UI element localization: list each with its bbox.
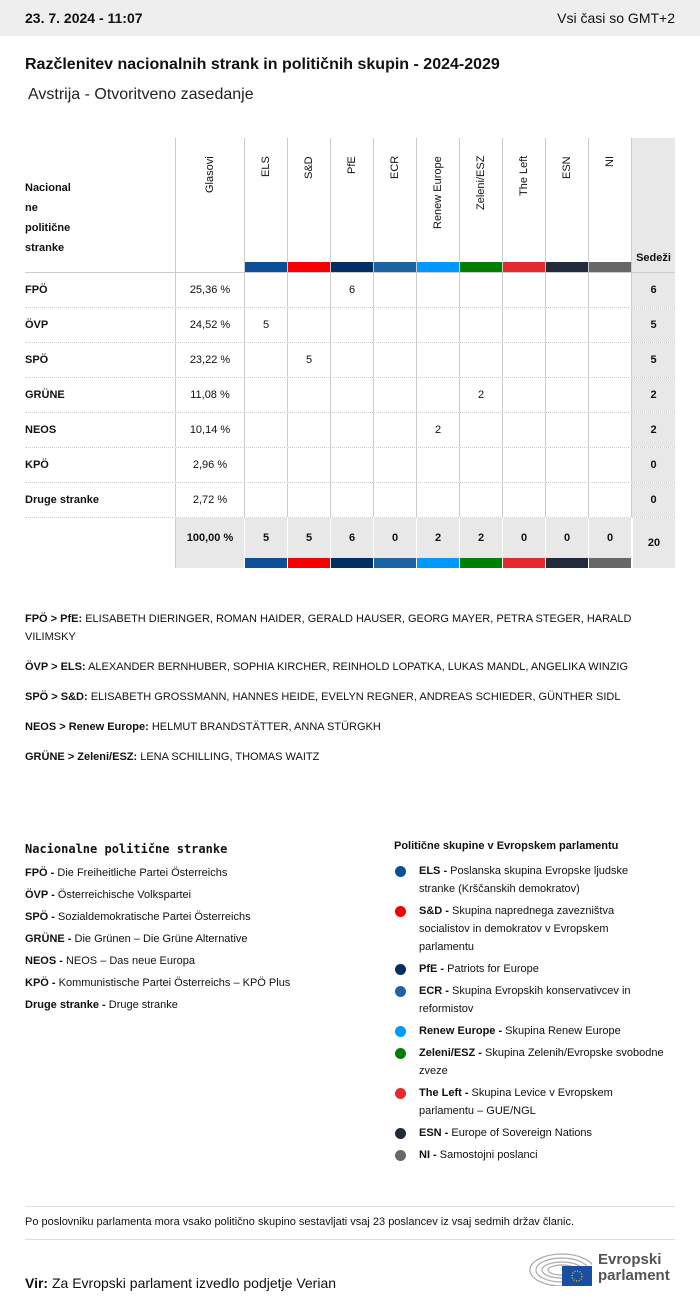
group-color-bar: [546, 558, 588, 568]
group-total: 2: [417, 518, 460, 568]
political-groups-legend: [394, 838, 664, 1168]
national-legend-item: [25, 884, 290, 906]
group-column-header: [331, 138, 374, 272]
group-color-bar: [417, 262, 459, 272]
seat-cell: [460, 308, 503, 342]
ep-logo: [528, 1250, 670, 1286]
legend-text: [419, 1124, 592, 1142]
legend-text: [419, 1084, 664, 1120]
seat-cell: [288, 308, 331, 342]
group-color-bar: [589, 262, 631, 272]
seat-cell: [331, 308, 374, 342]
logo-line1: Evropski: [598, 1251, 662, 1268]
vote-share: 10,14 %: [175, 413, 245, 447]
vote-share: 24,52 %: [175, 308, 245, 342]
group-color-bar: [288, 558, 330, 568]
party-column-header: [25, 138, 175, 272]
seat-cell: [417, 378, 460, 412]
member-group-label: ÖVP > ELS:: [25, 661, 86, 673]
group-column-header: [546, 138, 589, 272]
table-row: [25, 308, 675, 343]
seats-total: 5: [632, 343, 675, 377]
seat-cell: 5: [245, 308, 288, 342]
group-header-label: PfE: [346, 156, 358, 174]
group-header-label: ESN: [561, 156, 573, 179]
seat-cell: [546, 343, 589, 377]
seats-total: 2: [632, 378, 675, 412]
table-row: [25, 378, 675, 413]
table-header: [25, 138, 675, 273]
group-color-dot-icon: [395, 1026, 406, 1037]
timezone-note: Vsi časi so GMT+2: [557, 10, 675, 26]
member-group-label: FPÖ > PfE:: [25, 613, 83, 625]
seat-cell: [288, 273, 331, 307]
group-legend-item: [394, 1022, 664, 1040]
group-color-bar: [245, 558, 287, 568]
seats-total: 0: [632, 448, 675, 482]
seat-cell: [417, 448, 460, 482]
legend-abbr: KPÖ -: [25, 977, 56, 989]
seat-cell: [331, 483, 374, 517]
seat-cell: [245, 448, 288, 482]
group-header-label: S&D: [303, 156, 315, 179]
legend-abbr: Renew Europe -: [419, 1025, 503, 1037]
legend-name: Kommunistische Partei Österreichs – KPÖ Plus: [55, 977, 291, 989]
table-row: [25, 413, 675, 448]
vote-share: 23,22 %: [175, 343, 245, 377]
group-color-bar: [417, 558, 459, 568]
table-row: [25, 273, 675, 308]
vote-share: 25,36 %: [175, 273, 245, 307]
national-legend-item: [25, 950, 290, 972]
group-color-bar: [288, 262, 330, 272]
party-name: ÖVP: [25, 319, 49, 331]
national-legend-item: [25, 994, 290, 1016]
seat-cell: [503, 483, 546, 517]
seat-cell: 2: [417, 413, 460, 447]
seat-cell: [417, 483, 460, 517]
seat-cell: 6: [331, 273, 374, 307]
seat-cell: [460, 448, 503, 482]
group-legend-item: [394, 1044, 664, 1080]
member-names: HELMUT BRANDSTÄTTER, ANNA STÜRGKH: [148, 721, 381, 733]
legend-name: Skupina Zelenih/Evropske svobodne zveze: [419, 1047, 664, 1077]
seat-cell: 2: [460, 378, 503, 412]
member-group: [25, 718, 655, 736]
legend-name: Samostojni poslanci: [436, 1149, 538, 1161]
national-legend-item: [25, 928, 290, 950]
seat-cell: [245, 273, 288, 307]
legend-name: Österreichische Volkspartei: [54, 889, 192, 901]
seat-cell: [460, 413, 503, 447]
group-color-bar: [546, 262, 588, 272]
group-color-bar: [503, 558, 545, 568]
seat-cell: [589, 448, 632, 482]
source-text: Za Evropski parlament izvedlo podjetje Verian: [48, 1275, 337, 1291]
group-color-bar: [460, 558, 502, 568]
group-color-bar: [503, 262, 545, 272]
legend-abbr: ESN -: [419, 1127, 449, 1139]
group-color-bar: [374, 558, 416, 568]
seat-cell: [589, 343, 632, 377]
group-total: 0: [503, 518, 546, 568]
seat-cell: [245, 378, 288, 412]
legend-name: NEOS – Das neue Europa: [62, 955, 195, 967]
group-total: 6: [331, 518, 374, 568]
legend-name: Poslanska skupina Evropske ljudske stranke (Krščanskih demokratov): [419, 865, 629, 895]
seat-cell: [546, 273, 589, 307]
group-color-dot-icon: [395, 1128, 406, 1139]
seat-cell: 5: [288, 343, 331, 377]
seat-cell: [503, 378, 546, 412]
seat-cell: [288, 483, 331, 517]
seat-cell: [331, 448, 374, 482]
seat-cell: [417, 273, 460, 307]
seat-cell: [546, 413, 589, 447]
total-votes: 100,00 %: [175, 518, 245, 568]
legend-abbr: NI -: [419, 1149, 437, 1161]
legend-text: [419, 1022, 621, 1040]
member-group: [25, 688, 655, 706]
seat-cell: [503, 413, 546, 447]
legend-text: [419, 982, 664, 1018]
seat-cell: [503, 448, 546, 482]
legend-name: Sozialdemokratische Partei Österreichs: [54, 911, 251, 923]
group-header-label: Renew Europe: [432, 156, 444, 229]
member-list: [25, 610, 655, 778]
legend-text: [419, 960, 539, 978]
legend-name: Skupina naprednega zavezništva socialistov in demokratov v Evropskem parlamentu: [419, 905, 615, 953]
seat-cell: [374, 273, 417, 307]
member-group-label: SPÖ > S&D:: [25, 691, 88, 703]
group-color-bar: [460, 262, 502, 272]
member-names: ALEXANDER BERNHUBER, SOPHIA KIRCHER, REINHOLD LOPATKA, LUKAS MANDL, ANGELIKA WINZIG: [85, 661, 629, 673]
group-legend-item: [394, 862, 664, 898]
totals-row: [25, 518, 675, 568]
party-name: NEOS: [25, 424, 57, 436]
group-column-header: [503, 138, 546, 272]
seat-cell: [374, 308, 417, 342]
source: [25, 1275, 336, 1291]
page-title: Razčlenitev nacionalnih strank in političnih skupin - 2024-2029: [25, 56, 500, 73]
member-group-label: GRÜNE > Zeleni/ESZ:: [25, 751, 138, 763]
seat-cell: [374, 378, 417, 412]
member-group: [25, 748, 655, 766]
group-total: 0: [374, 518, 417, 568]
legend-text: [419, 862, 664, 898]
legend-abbr: ELS -: [419, 865, 448, 877]
party-name: FPÖ: [25, 284, 48, 296]
legend-name: Skupina Levice v Evropskem parlamentu – GUE/NGL: [419, 1087, 613, 1117]
seat-cell: [331, 413, 374, 447]
group-color-bar: [331, 262, 373, 272]
group-total: 5: [288, 518, 331, 568]
group-legend-item: [394, 982, 664, 1018]
group-color-dot-icon: [395, 866, 406, 877]
group-color-dot-icon: [395, 906, 406, 917]
group-color-bar: [374, 262, 416, 272]
seat-cell: [374, 483, 417, 517]
seats-total: 5: [632, 308, 675, 342]
seat-cell: [245, 413, 288, 447]
group-color-dot-icon: [395, 1150, 406, 1161]
legend-abbr: FPÖ -: [25, 867, 55, 879]
seat-cell: [417, 308, 460, 342]
legend-name: Skupina Evropskih konservativcev in reformistov: [419, 985, 631, 1015]
seats-total: 6: [632, 273, 675, 307]
seat-cell: [546, 308, 589, 342]
group-color-bar: [331, 558, 373, 568]
groups-legend-title: Politične skupine v Evropskem parlamentu: [394, 840, 619, 852]
seat-cell: [245, 483, 288, 517]
member-names: ELISABETH GROSSMANN, HANNES HEIDE, EVELYN REGNER, ANDREAS SCHIEDER, GÜNTHER SIDL: [87, 691, 621, 703]
total-seats: 20: [632, 518, 675, 568]
legend-name: Patriots for Europe: [444, 963, 539, 975]
seats-total: 0: [632, 483, 675, 517]
seat-cell: [589, 413, 632, 447]
legend-abbr: Zeleni/ESZ -: [419, 1047, 482, 1059]
group-color-dot-icon: [395, 1048, 406, 1059]
seat-cell: [503, 343, 546, 377]
top-bar: [0, 0, 700, 36]
legend-abbr: PfE -: [419, 963, 445, 975]
group-color-dot-icon: [395, 1088, 406, 1099]
table-row: [25, 448, 675, 483]
member-group: [25, 610, 655, 646]
legend-name: Skupina Renew Europe: [502, 1025, 621, 1037]
seat-cell: [288, 448, 331, 482]
rules-note: Po poslovniku parlamenta mora vsako politično skupino sestavljati vsaj 23 poslancev iz vsaj sedmih držav članic.: [25, 1206, 675, 1240]
legend-abbr: The Left -: [419, 1087, 469, 1099]
parliament-hemicycle-icon: [528, 1250, 592, 1286]
legend-text: [419, 902, 664, 956]
group-header-label: NI: [604, 156, 616, 167]
group-color-bar: [589, 558, 631, 568]
seat-cell: [374, 448, 417, 482]
group-legend-item: [394, 960, 664, 978]
vote-share: 2,72 %: [175, 483, 245, 517]
legend-text: [419, 1146, 538, 1164]
seat-cell: [546, 483, 589, 517]
group-total: 2: [460, 518, 503, 568]
legend-name: Die Freiheitliche Partei Österreichs: [54, 867, 228, 879]
legend-abbr: GRÜNE -: [25, 933, 72, 945]
seat-cell: [288, 413, 331, 447]
member-group-label: NEOS > Renew Europe:: [25, 721, 149, 733]
group-header-label: Zeleni/ESZ: [475, 156, 487, 211]
seat-cell: [288, 378, 331, 412]
seat-cell: [503, 273, 546, 307]
group-legend-item: [394, 1084, 664, 1120]
group-column-header: [417, 138, 460, 272]
group-column-header: [288, 138, 331, 272]
group-color-bar: [245, 262, 287, 272]
source-label: Vir:: [25, 1275, 49, 1291]
table-row: [25, 483, 675, 518]
page-subtitle: Avstrija - Otvoritveno zasedanje: [28, 86, 254, 103]
seat-cell: [460, 343, 503, 377]
group-color-dot-icon: [395, 986, 406, 997]
legend-name: Europe of Sovereign Nations: [448, 1127, 593, 1139]
vote-share: 11,08 %: [175, 378, 245, 412]
national-legend-item: [25, 972, 290, 994]
member-group: [25, 658, 655, 676]
timestamp: 23. 7. 2024 - 11:07: [25, 10, 143, 26]
party-name: SPÖ: [25, 354, 49, 366]
group-column-header: [245, 138, 288, 272]
seat-cell: [546, 448, 589, 482]
totals-spacer: [25, 518, 175, 568]
seats-total: 2: [632, 413, 675, 447]
seat-cell: [331, 343, 374, 377]
group-legend-item: [394, 902, 664, 956]
seat-cell: [589, 483, 632, 517]
legend-abbr: S&D -: [419, 905, 449, 917]
legend-name: Druge stranke: [105, 999, 178, 1011]
national-legend-title: Nacionalne politične stranke: [25, 842, 228, 856]
party-name: Druge stranke: [25, 494, 99, 506]
seat-cell: [331, 378, 374, 412]
seat-cell: [589, 308, 632, 342]
seat-cell: [417, 343, 460, 377]
group-color-dot-icon: [395, 964, 406, 975]
national-legend-item: [25, 862, 290, 884]
votes-column-header: [175, 138, 245, 272]
seat-cell: [503, 308, 546, 342]
group-column-header: [460, 138, 503, 272]
member-names: ELISABETH DIERINGER, ROMAN HAIDER, GERALD HAUSER, GEORG MAYER, PETRA STEGER, HARALD VILIMSKY: [25, 613, 632, 643]
seats-column-header: Sedeži: [632, 138, 675, 272]
legend-abbr: ECR -: [419, 985, 449, 997]
national-parties-legend: [25, 838, 290, 1016]
group-total: 0: [589, 518, 632, 568]
seat-cell: [374, 413, 417, 447]
group-header-label: The Left: [518, 156, 530, 197]
group-header-label: ELS: [260, 156, 272, 177]
legend-abbr: ÖVP -: [25, 889, 55, 901]
party-name: KPÖ: [25, 459, 49, 471]
legend-abbr: Druge stranke -: [25, 999, 106, 1011]
group-legend-item: [394, 1124, 664, 1142]
group-legend-item: [394, 1146, 664, 1164]
party-name: GRÜNE: [25, 389, 65, 401]
group-total: 0: [546, 518, 589, 568]
legend-text: [419, 1044, 664, 1080]
legend-abbr: SPÖ -: [25, 911, 55, 923]
group-header-label: ECR: [389, 156, 401, 180]
seat-cell: [460, 273, 503, 307]
table-row: [25, 343, 675, 378]
legend-name: Die Grünen – Die Grüne Alternative: [71, 933, 248, 945]
seat-cell: [460, 483, 503, 517]
group-column-header: [374, 138, 417, 272]
seat-cell: [546, 378, 589, 412]
member-names: LENA SCHILLING, THOMAS WAITZ: [137, 751, 320, 763]
votes-header-label: Glasovi: [204, 156, 216, 193]
group-total: 5: [245, 518, 288, 568]
vote-share: 2,96 %: [175, 448, 245, 482]
national-legend-item: [25, 906, 290, 928]
seat-cell: [589, 378, 632, 412]
seat-cell: [245, 343, 288, 377]
party-header-label: Nacional ne politične stranke: [25, 182, 71, 254]
group-column-header: [589, 138, 632, 272]
results-table: [25, 138, 675, 568]
seat-cell: [374, 343, 417, 377]
legend-abbr: NEOS -: [25, 955, 63, 967]
seat-cell: [589, 273, 632, 307]
logo-line2: parlament: [598, 1267, 670, 1284]
